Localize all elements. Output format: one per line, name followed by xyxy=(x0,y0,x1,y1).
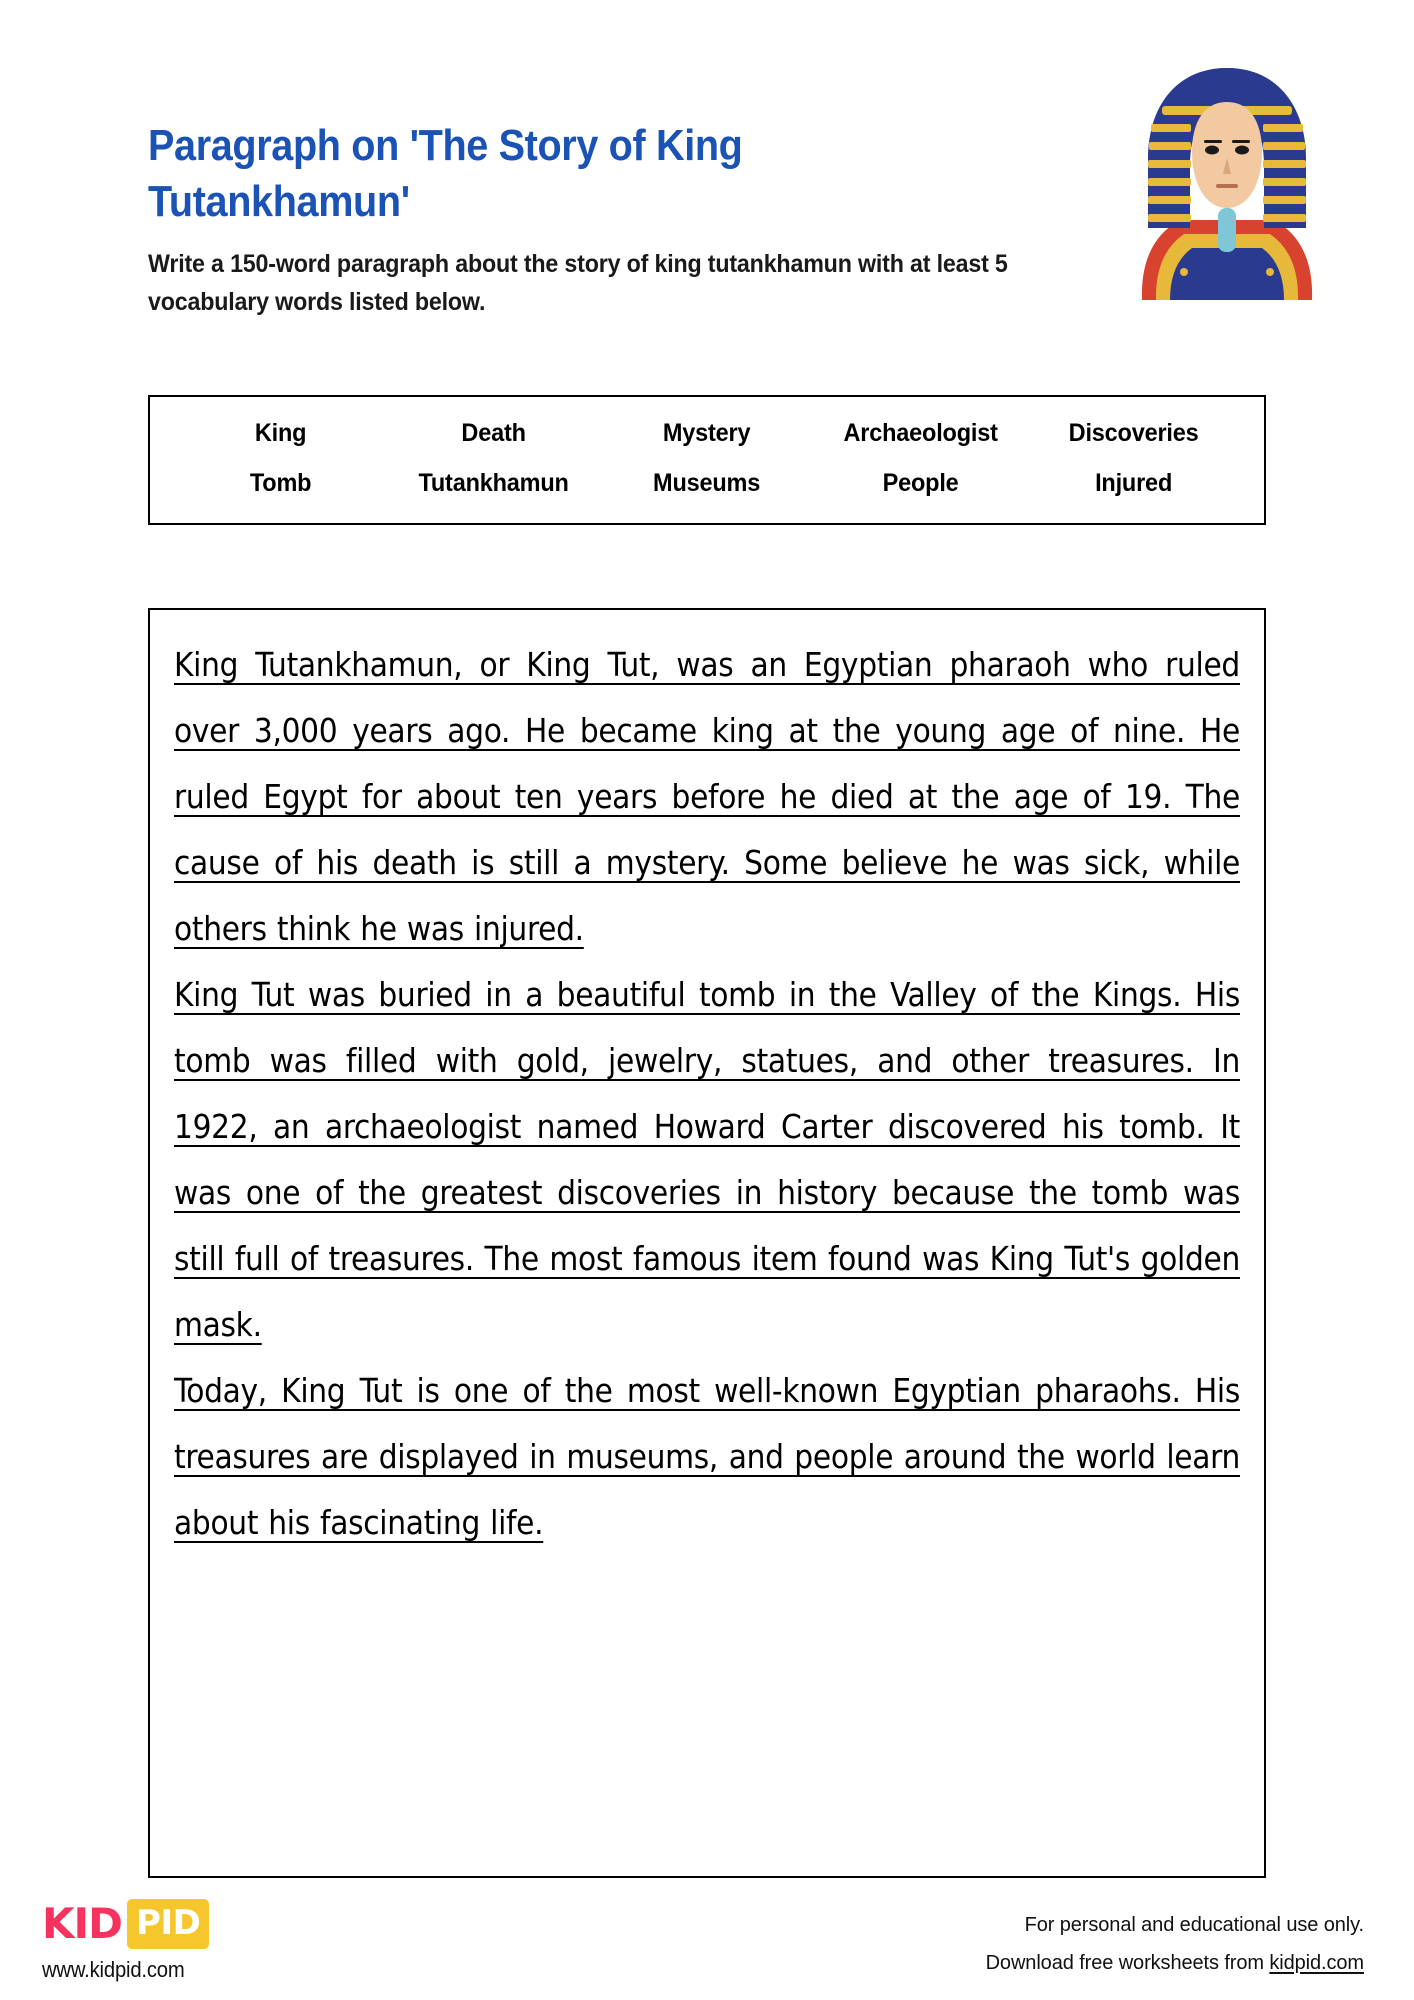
instruction-text: Write a 150-word paragraph about the story of king tutankhamun with at least 5 vocabulary words listed below. xyxy=(148,249,1008,316)
vocabulary-word: Archaeologist xyxy=(843,418,998,447)
vocabulary-word: Injured xyxy=(1094,468,1172,497)
vocabulary-word: Tomb xyxy=(249,468,312,497)
answer-paragraph: King Tutankhamun, or King Tut, was an Egyptian pharaoh who ruled over 3,000 years ago. He became king at the young age of nine. He ruled Egypt for about ten years before he died at the age of 19. The cause of his death is still a mystery. Some believe he was sick, while others think he was injured. xyxy=(174,645,1240,948)
vocabulary-row xyxy=(174,458,1240,508)
legal-line-download xyxy=(986,1944,1364,1982)
kidpid-logo xyxy=(42,1900,302,1948)
page-title: Paragraph on 'The Story of King Tutankhamun' xyxy=(148,121,743,227)
kidpid-link[interactable]: kidpid.com xyxy=(1269,1952,1364,1974)
vocabulary-word: Museums xyxy=(653,468,761,497)
vocabulary-row xyxy=(174,408,1240,458)
vocabulary-box xyxy=(148,395,1266,525)
legal-line-usage: For personal and educational use only. xyxy=(1024,1914,1364,1936)
vocabulary-word: King xyxy=(254,418,307,447)
answer-paragraph: King Tut was buried in a beautiful tomb in the Valley of the Kings. His tomb was filled with gold, jewelry, statues, and other treasures. In 1922, an archaeologist named Howard Carter discovered his tomb. It was one of the greatest discoveries in history because the tomb was still full of treasures. The most famous item found was King Tut's golden mask. xyxy=(174,975,1240,1344)
brand-website-url[interactable]: www.kidpid.com xyxy=(42,1957,185,1982)
vocabulary-word: Mystery xyxy=(663,418,751,447)
page-footer xyxy=(0,1900,1414,2000)
answer-box[interactable] xyxy=(148,608,1266,1878)
kidpid-brand[interactable] xyxy=(42,1900,302,1983)
brand-kid-text: KID xyxy=(42,1899,123,1948)
worksheet-header xyxy=(148,118,1108,321)
vocabulary-word: People xyxy=(882,468,959,497)
tutankhamun-mask-icon xyxy=(1122,62,1332,302)
vocabulary-word: Death xyxy=(461,418,526,447)
vocabulary-word: Tutankhamun xyxy=(418,468,569,497)
tutankhamun-mask-svg xyxy=(1122,62,1332,302)
answer-paragraph: Today, King Tut is one of the most well-known Egyptian pharaohs. His treasures are displayed in museums, and people around the world learn about his fascinating life. xyxy=(174,1371,1240,1542)
vocabulary-word: Discoveries xyxy=(1068,418,1199,447)
legal-notice xyxy=(986,1906,1364,1982)
brand-pid-badge: PID xyxy=(127,1899,209,1949)
legal-download-prefix: Download free worksheets from xyxy=(985,1952,1270,1974)
